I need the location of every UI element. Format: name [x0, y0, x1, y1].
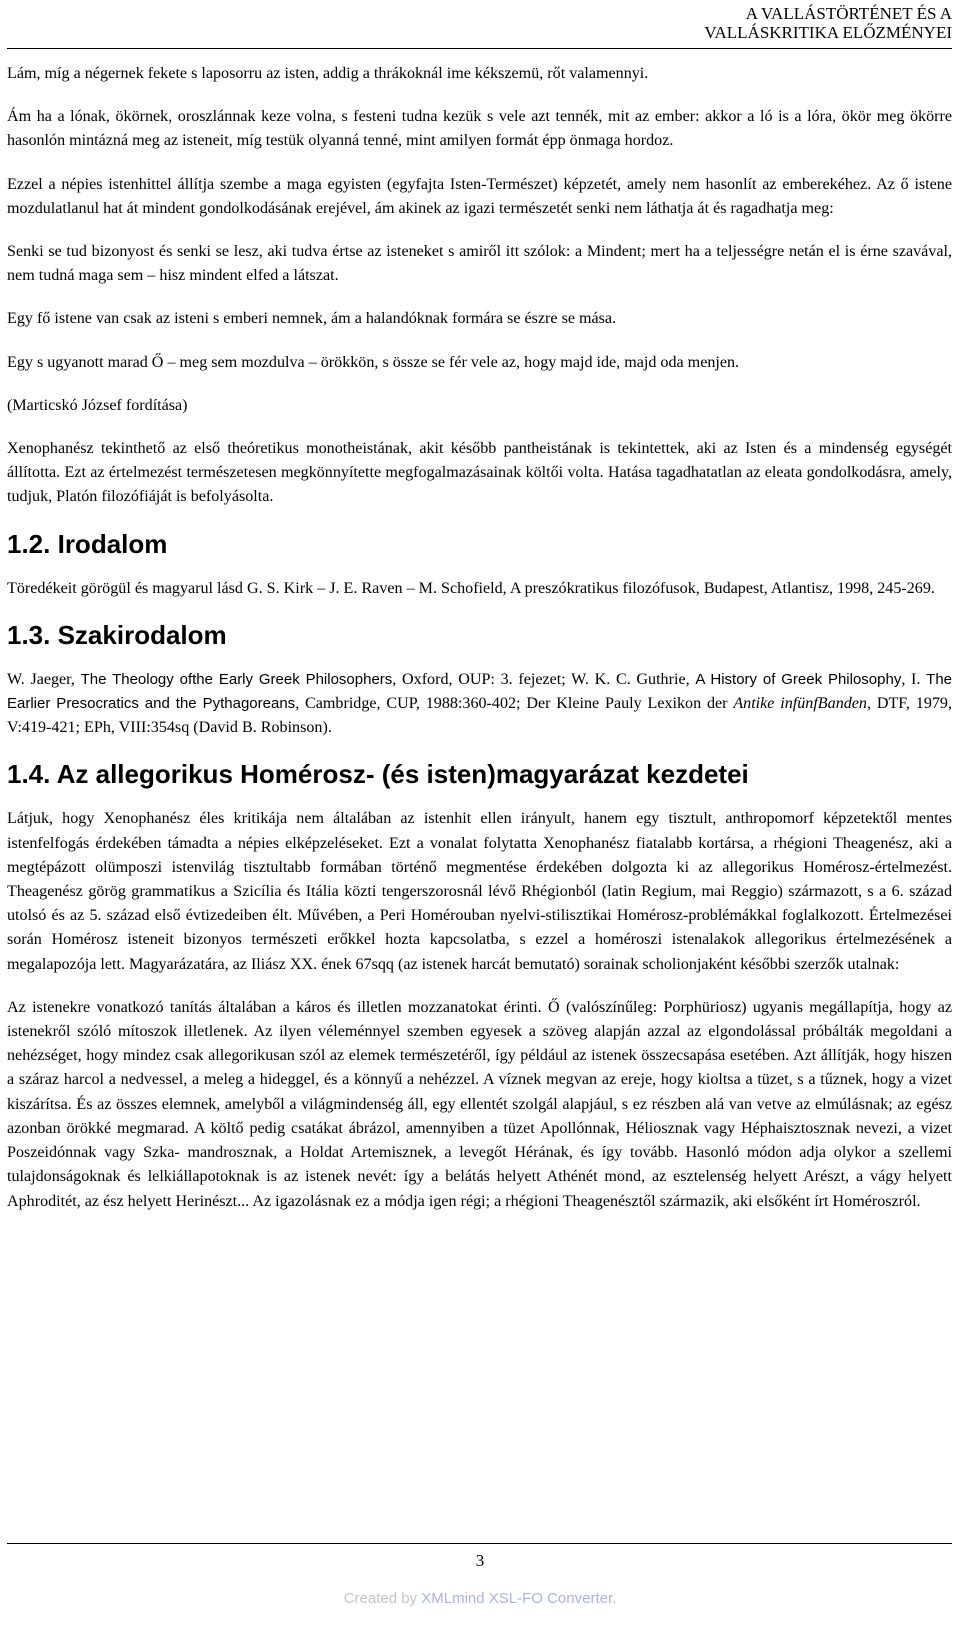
ref-title-presocratics: The Earlier Presocratics and the Pythagoreans [7, 670, 953, 713]
ref-run-a: W. Jaeger, [7, 670, 81, 688]
quote-paragraph-6: Egy s ugyanott marad Ő – meg sem mozdulva – örökkön, s össze se fér vele az, hogy majd ide, majd oda menjen. [7, 353, 740, 371]
paragraph-one-god: Ezzel a népies istenhittel állítja szembe a maga egyisten (egyfajta Isten-Természet) képzetét, amely nem hasonlít az emberekéhez. Az ő istene mozdulatlanul hat át mindent gondolkodásának erejével, ám akinek az igazi természetét senki nem láthatja át és ragadhatja meg: [7, 175, 952, 217]
ref-run-g: , Cambridge, CUP, 1988:360-402; Der Kleine Pauly Lexikon der [295, 695, 734, 713]
paragraph-theagenes: Látjuk, hogy Xenophanész éles kritikája nem általában az istenhit ellen irányult, hanem egy tisztult, anthropomorf képzetektől mentes istenfelfogás érdekében támadta a népies elképzeléseket. Ezt a vonalat folytatta Xenophanész fiatalabb kortársa, a rhégioni Theagenész, aki a megtépázott olümposzi istenvilág tisztultabb formában történő megmentése érdekében dolgozta ki az allegorikus Homérosz-értelmezést. Theagenész görög grammatikus a Szicília és Itália közti tengerszorosnál lévő Rhégionból (latin Regium, mai Reggio) származott, s a 6. század utolsó és az 5. század első évtizedeiben élt. Művében, a Peri Homérouban nyelvi-stilisztikai Homérosz-problémákkal foglalkozott. Értelmezései során Homérosz isteneit bizonyos természeti erőkkel hozta kapcsolatba, s ezzel a homéroszi istenalakok allegorikus értelmezésének a megalapozója lett. Magyarázatára, az Iliász XX. ének 67sqq (az istenek harcát bemutató) sorainak scholionjaként későbbi szerzők utalnak: [7, 810, 952, 973]
header-line-2: VALLÁSKRITIKA ELŐZMÉNYEI [704, 23, 952, 42]
ref-title-pauly: Antike infünfBanden, [733, 695, 871, 713]
paragraph-irodalom: Töredékeit görögül és magyarul lásd G. S. Kirk – J. E. Raven – M. Schofield, A preszókratikus filozófusok, Budapest, Atlantisz, 1998, 245-269. [7, 579, 935, 597]
section-heading-irodalom: 1.2. Irodalom [7, 528, 168, 559]
quote-paragraph-4: Senki se tud bizonyost és senki se lesz, aki tudva értse az isteneket s amiről itt szólok: a Mindent; mert ha a teljességre netán el is érne szavával, nem tudná maga sem – hisz mindent elfed a látszat. [7, 243, 952, 285]
section-heading-allegorikus: 1.4. Az allegorikus Homérosz- (és isten)magyarázat kezdetei [7, 759, 749, 790]
quote-paragraph-2: Ám ha a lónak, ökörnek, oroszlánnak keze volna, s festeni tudna kezük s vele azt tennék, mit az ember: akkor a ló is a lóra, ökör meg ökörre hasonlón mintázná meg az isteneit, míg testük olyanná tenné, mint amilyen formát épp önmaga hordoz. [7, 108, 952, 150]
running-header [7, 0, 952, 42]
ref-run-e: , I. [901, 670, 927, 688]
quote-scholion: Az istenekre vonatkozó tanítás általában a káros és illetlen mozzanatokat érinti. Ő (valószínűleg: Porphüriosz) ugyanis megállapítja, hogy az istenekről szóló mítoszok illetlenek. Az ilyen véleménnyel szemben egyesek a szöveg alapján azzal az elgondolással próbálták megoldani a nehézséget, hogy mindez csak allegorikusan szól az elemek természetéről, így például az istenek összecsapása esetében. Azt állítják, hogy hiszen a száraz harcol a nedvessel, a meleg a hideggel, és a könnyű a nehézzel. A víznek megvan az ereje, hogy kioltsa a tüzet, s a tűznek, hogy a vizet kiszárítsa. És az összes elemnek, amelyből a világmindenség áll, egy ellentét szolgál alapjául, s ez részben alá van vetve az elmúlásnak; az egész azonban örökké megmarad. A költő pedig csatákat ábrázol, amennyiben a tüzet Apollónnak, Héliosznak vagy Héphaisztosznak nevezi, a vizet Poszeidónnak vagy Szka- mandrosznak, a Holdat Artemisznek, a levegőt Hérának, és így tovább. Hasonló módon adja olykor a szellemi tulajdonságoknak és lelkiállapotoknak is az istenek nevét: így a belátás helyett Athénét mond, az esztelenség helyett Arészt, a vágy helyett Aphroditét, az ész helyett Herinészt... Az igazolásnak ez a módja igen régi; a rhégioni Theagenésztől származik, aki elsőként írt Homéroszról. [7, 998, 952, 1210]
ref-run-c: , Oxford, OUP: 3. fejezet; W. K. C. Guthrie, [392, 670, 696, 688]
header-line-1: A VALLÁSTÖRTÉNET ÉS A [745, 4, 952, 23]
document-body [7, 62, 952, 1214]
page-number: 3 [475, 1551, 485, 1570]
section-heading-szakirodalom: 1.3. Szakirodalom [7, 619, 227, 650]
quote-line-1: Lám, míg a négernek fekete s laposorru az isten, addig a thrákoknál ime kékszemü, rőt valamennyi. [7, 65, 649, 82]
ref-title-guthrie: A History of Greek Philosophy [695, 670, 902, 688]
ref-run-i: DTF, 1979, V:419-421; EPh, VIII:354sq (David B. Robinson). [7, 695, 952, 737]
translator-credit: (Marticskó József fordítása) [7, 396, 188, 414]
paragraph-szakirodalom [7, 668, 952, 741]
quote-paragraph-5: Egy fő istene van csak az isteni s emberi nemnek, ám a halandóknak formára se észre se mása. [7, 310, 617, 328]
paragraph-monotheism: Xenophanész tekinthető az első theóretikus monotheistának, akit később pantheistának is tekintettek, aki az Isten és a mindenség egységét állította. Ezt az értelmezést természetesen megkönnyítette megfogalmazásainak költői volta. Hatása tagadhatatlan az eleata gondolkodásra, amely, tudjuk, Platón filozófiáját is befolyásolta. [7, 440, 952, 506]
ref-title-jaeger: The Theology ofthe Early Greek Philosophers [80, 670, 393, 688]
credit-prefix: Created by [343, 1590, 422, 1607]
converter-credit [0, 1590, 960, 1607]
footer-rule [7, 1543, 952, 1544]
header-rule [7, 48, 952, 49]
credit-brand-link[interactable]: XMLmind XSL-FO Converter. [421, 1590, 617, 1607]
